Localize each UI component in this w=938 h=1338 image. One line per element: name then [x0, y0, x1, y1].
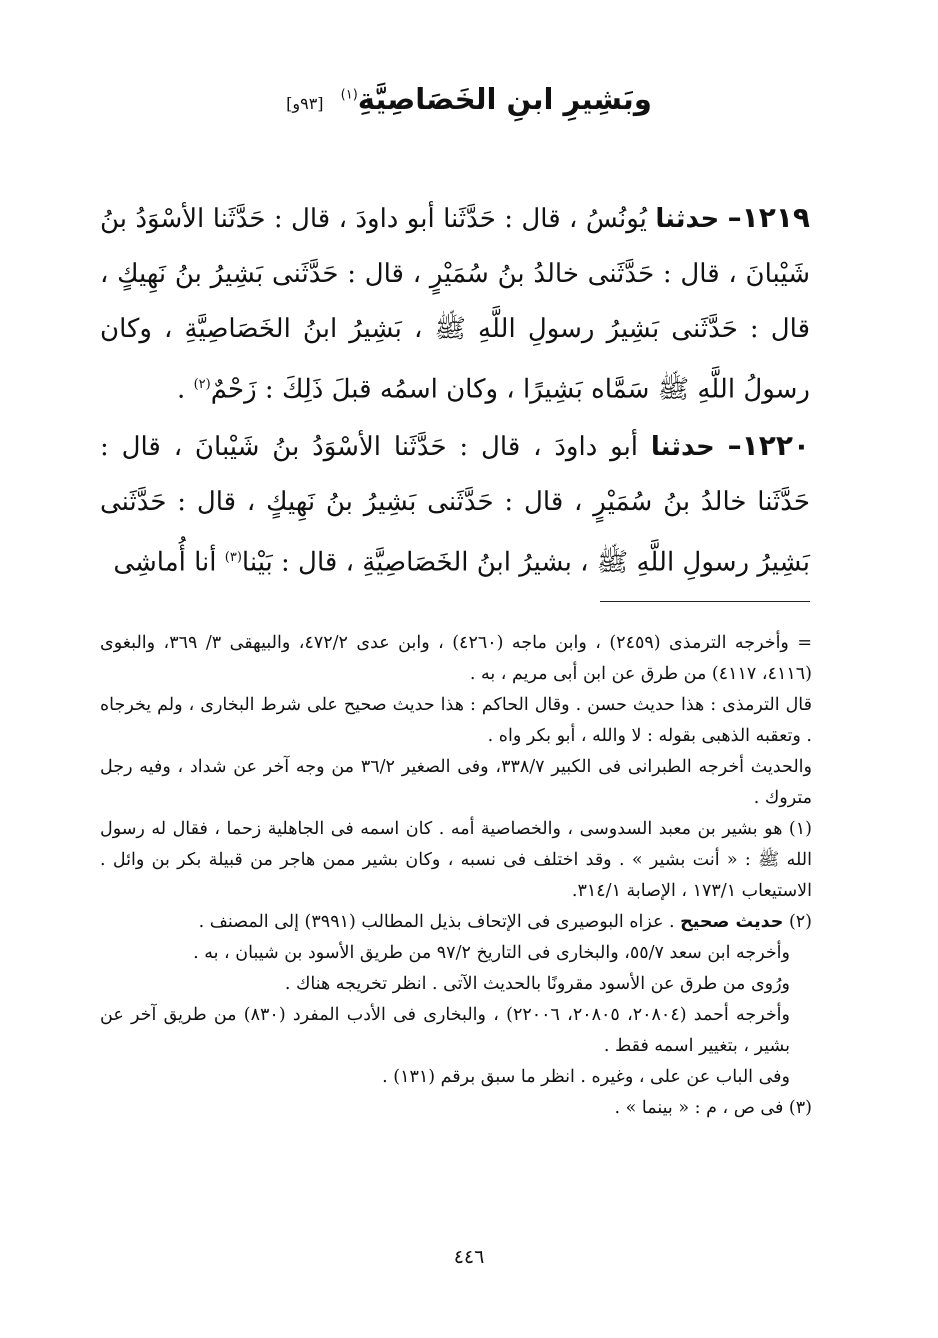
grading: حديث صحيح — [680, 912, 784, 932]
chapter-header — [0, 82, 938, 116]
title-footnote-ref: (١) — [340, 87, 358, 103]
manuscript-folio: [٩٣و] — [286, 94, 324, 113]
footnote-paragraph: وأخرجه ابن سعد ٥٥/٧، والبخارى فى التاريخ ٩٧/٢ من طريق الأسود بن شيبان ، به . — [193, 943, 790, 963]
hadith-text: يُونُسُ ، قال : حَدَّثَنا أبو داودَ ، قال : حَدَّثَنا الأسْوَدُ بنُ شَيْبانَ ، قال : حَدَّثَنى خالدُ بنُ سُمَيْرٍ ، قال : حَدَّثَنى بَشِيرُ بنُ نَهِيكٍ ، قال : حَدَّثَنى بَشِيرُ رسولِ اللَّهِ ﷺ ، بَشِيرُ ابنُ الخَصَاصِيَّةِ ، وكان رسولُ اللَّهِ ﷺ سَمَّاه بَشِيرًا ، وكان اسمُه قبلَ ذَلِكَ : زَحْمٌ — [100, 204, 811, 405]
footnote-ref: (٣) — [224, 550, 242, 565]
footnote-paragraph: = وأخرجه الترمذى (٢٤٥٩) ، وابن ماجه (٤٢٦٠) ، وابن عدى ٤٧٢/٢، والبيهقى ٣/ ٣٦٩، والبغوى (٤١١٦، ٤١١٧) من طرق عن ابن أبى مريم ، به . — [100, 633, 812, 684]
footnote-paragraph: ورُوى من طرق عن الأسود مقرونًا بالحديث الآتى . انظر تخريجه هناك . — [284, 974, 790, 994]
footnote-separator — [600, 601, 810, 602]
footnote-2-text: . عزاه البوصيرى فى الإتحاف بذيل المطالب (٣٩٩١) إلى المصنف . — [198, 912, 681, 932]
hadith-lead: حدثنا — [650, 432, 715, 462]
hadith-number: ١٢١٩– — [727, 201, 811, 234]
footnote-1: (١) هو بشير بن معبد السدوسى ، والخصاصية أمه . كان اسمه فى الجاهلية زحما ، فقال له رسول الله ﷺ : « أنت بشير » . وقد اختلف فى نسبه ، وكان بشير ممن هاجر من قبيلة بكر بن وائل . الاستيعاب ١٧٣/١ ، الإصابة ٣١٤/١. — [100, 819, 812, 901]
hadith-text: أبو داودَ ، قال : حَدَّثَنا الأسْوَدُ بنُ شَيْبانَ ، قال : حَدَّثَنا خالدُ بنُ سُمَيْرٍ ، قال : حَدَّثَنى بَشِيرُ بنُ نَهِيكٍ ، قال : حَدَّثَنى بَشِيرُ رسولِ اللَّهِ ﷺ ، بشيرُ ابنُ الخَصَاصِيَّةِ ، قال : بَيْنا — [100, 432, 810, 578]
footnote-ref: (٢) — [193, 377, 211, 392]
footnotes — [100, 628, 812, 1124]
footnote-2 — [100, 907, 812, 938]
hadith-1219 — [100, 190, 810, 418]
chapter-title: وبَشِيرِ ابنِ الخَصَاصِيَّةِ$^{(١)}$ — [340, 82, 652, 116]
hadith-lead: حدثنا — [655, 204, 720, 234]
hadith-end: . — [177, 374, 194, 405]
footnote-2-prefix: (٢) — [783, 912, 812, 932]
footnote-paragraph: والحديث أخرجه الطبرانى فى الكبير ٣٣٨/٧، وفى الصغير ٣٦/٢ من وجه آخر عن شداد ، وفيه رجل متروك . — [100, 757, 812, 808]
hadith-end: أنا أُماشِى — [113, 547, 225, 578]
footnote-paragraph: قال الترمذى : هذا حديث حسن . وقال الحاكم : هذا حديث صحيح على شرط البخارى ، ولم يخرجاه . وتعقبه الذهبى بقوله : لا والله ، أبو بكر واه . — [100, 695, 812, 746]
footnote-paragraph: وفى الباب عن على ، وغيره . انظر ما سبق برقم (١٣١) . — [382, 1067, 790, 1087]
hadith-1220 — [100, 418, 810, 591]
footnote-paragraph: وأخرجه أحمد (٢٠٨٠٤، ٢٠٨٠٥، ٢٢٠٠٦) ، والبخارى فى الأدب المفرد (٨٣٠) من طريق آخر عن بشير ، بتغيير اسمه فقط . — [100, 1005, 790, 1056]
hadith-number: ١٢٢٠– — [727, 429, 810, 462]
page-number: ٤٤٦ — [453, 1246, 485, 1268]
footnote-3: (٣) فى ص ، م : « بينما » . — [614, 1098, 812, 1118]
